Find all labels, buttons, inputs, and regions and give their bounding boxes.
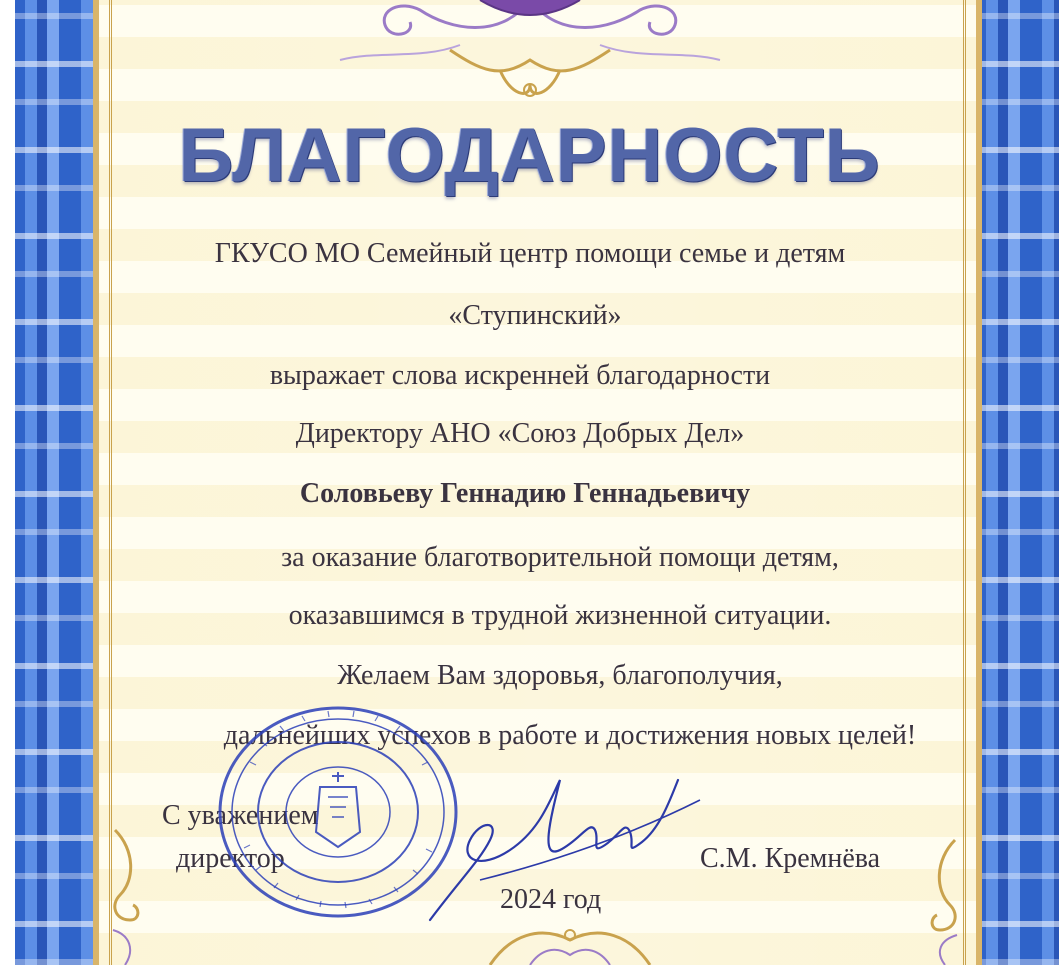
corner-ornament-left-icon: [105, 820, 150, 965]
organization-name-line: «Ступинский»: [448, 300, 622, 331]
certificate-year: 2024 год: [500, 884, 602, 915]
wishes-line-1: Желаем Вам здоровья, благополучия,: [337, 660, 783, 691]
wishes-line-2: дальнейших успехов в работе и достижения новых целей!: [223, 720, 917, 751]
organization-line: ГКУСО МО Семейный центр помощи семье и детям: [214, 238, 846, 269]
bottom-ornament-icon: [470, 905, 670, 965]
closing-text: С уважением: [162, 800, 319, 831]
recipient-name: Соловьеву Геннадию Геннадьевичу: [299, 478, 751, 509]
signatory-position: директор: [176, 843, 285, 874]
top-ornament-icon: [300, 0, 760, 110]
signatory-name: С.М. Кремнёва: [700, 843, 881, 874]
gratitude-line: выражает слова искренней благодарности: [269, 360, 771, 391]
certificate-title: БЛАГОДАРНОСТЬ: [178, 113, 881, 198]
reason-line-2: оказавшимся в трудной жизненной ситуации.: [288, 600, 832, 631]
reason-line-1: за оказание благотворительной помощи детям,: [281, 542, 839, 573]
recipient-position-line: Директору АНО «Союз Добрых Дел»: [295, 418, 745, 449]
corner-ornament-right-icon: [920, 830, 965, 965]
